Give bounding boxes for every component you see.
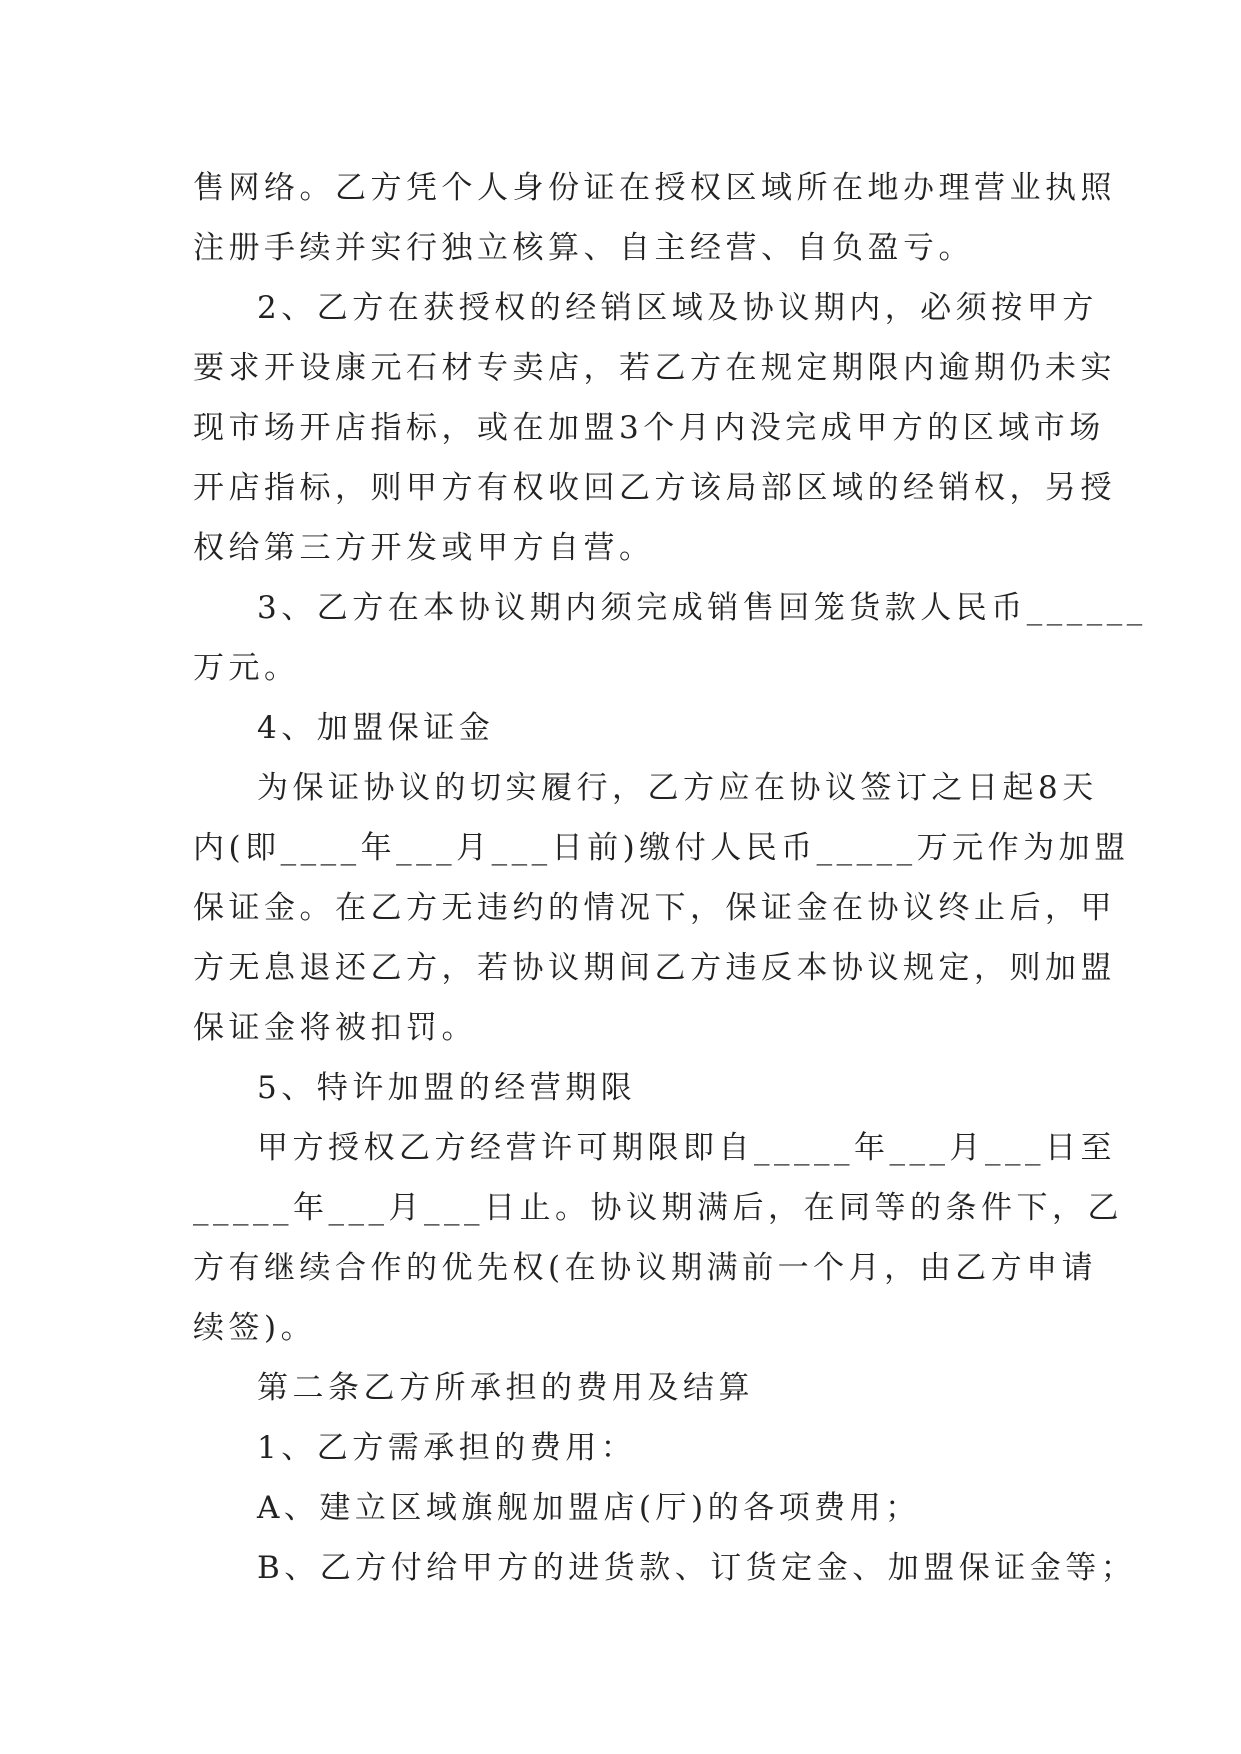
text-line: 保证金。在乙方无违约的情况下，保证金在协议终止后，甲	[193, 890, 1116, 926]
list-item: B、乙方付给甲方的进货款、订货定金、加盟保证金等；	[257, 1550, 1137, 1586]
section-heading: 4、加盟保证金	[257, 710, 495, 746]
text-line: 方有继续合作的优先权(在协议期满前一个月，由乙方申请	[193, 1250, 1098, 1286]
text-line: _____年___月___日止。协议期满后，在同等的条件下，乙	[193, 1190, 1123, 1226]
text-line: 注册手续并实行独立核算、自主经营、自负盈亏。	[193, 230, 974, 266]
text-line: 内(即____年___月___日前)缴付人民币_____万元作为加盟	[193, 830, 1130, 866]
text-line: 现市场开店指标，或在加盟3个月内没完成甲方的区域市场	[193, 410, 1105, 446]
text-line: 开店指标，则甲方有权收回乙方该局部区域的经销权，另授	[193, 470, 1116, 506]
text-line: 续签)。	[193, 1310, 317, 1346]
list-item: A、建立区域旗舰加盟店(厅)的各项费用；	[257, 1490, 921, 1526]
text-line: 万元。	[193, 650, 300, 686]
article-heading: 第二条乙方所承担的费用及结算	[257, 1370, 754, 1406]
text-line: 权给第三方开发或甲方自营。	[193, 530, 655, 566]
text-line: 要求开设康元石材专卖店，若乙方在规定期限内逾期仍未实	[193, 350, 1116, 386]
text-line: 售网络。乙方凭个人身份证在授权区域所在地办理营业执照	[193, 170, 1116, 206]
text-line: 方无息退还乙方，若协议期间乙方违反本协议规定，则加盟	[193, 950, 1116, 986]
text-line: 为保证协议的切实履行，乙方应在协议签订之日起8天	[257, 770, 1098, 806]
document-body	[193, 158, 1147, 1598]
text-line: 1、乙方需承担的费用：	[257, 1430, 637, 1466]
text-line: 3、乙方在本协议期内须完成销售回笼货款人民币______	[257, 590, 1147, 626]
text-line: 保证金将被扣罚。	[193, 1010, 477, 1046]
section-heading: 5、特许加盟的经营期限	[257, 1070, 637, 1106]
text-line: 甲方授权乙方经营许可期限即自_____年___月___日至	[257, 1130, 1116, 1166]
text-line: 2、乙方在获授权的经销区域及协议期内，必须按甲方	[257, 290, 1098, 326]
